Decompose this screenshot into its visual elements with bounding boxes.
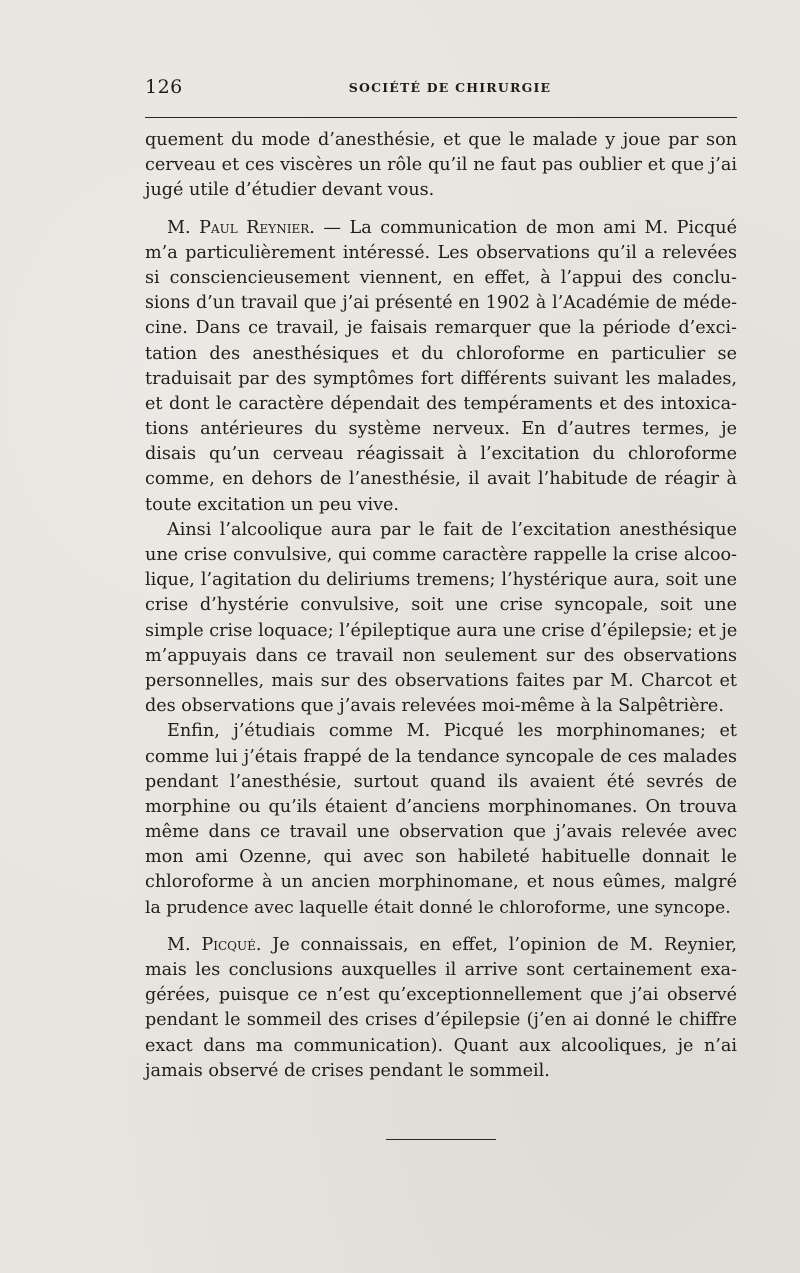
paragraph-reynier: [145, 216, 737, 518]
paragraph-morphinomanes: [145, 719, 737, 921]
text-line: crise d’hystérie convulsive, soit une crise syncopale, soit une: [145, 595, 737, 616]
text-line: cerveau et ces viscères un rôle qu’il ne faut pas oublier et que j’ai: [145, 155, 737, 176]
speaker-suffix: . — La communication de mon ami M. Picqué: [309, 217, 737, 238]
text-line: et dont le caractère dépendait des tempéraments et des intoxica-: [145, 393, 737, 414]
speaker-line: [145, 216, 737, 241]
text-line: sions d’un travail que j’ai présenté en 1902 à l’Académie de méde-: [145, 293, 737, 314]
text-line: traduisait par des symptômes fort différents suivant les malades,: [145, 368, 737, 389]
text-line: exact dans ma communication). Quant aux alcooliques, je n’ai: [145, 1035, 737, 1056]
speaker-name: Picqué: [201, 934, 256, 955]
body-text: [145, 128, 737, 1084]
text-line: si consciencieusement viennent, en effet, à l’appui des conclu-: [145, 267, 737, 288]
text-line: cine. Dans ce travail, je faisais remarquer que la période d’exci-: [145, 318, 737, 339]
text-line: quement du mode d’anesthésie, et que le malade y joue par son: [145, 130, 737, 150]
text-line: gérées, puisque ce n’est qu’exceptionnellement que j’ai observé: [145, 985, 737, 1006]
text-line: pendant l’anesthésie, surtout quand ils avaient été sevrés de: [145, 771, 737, 792]
speaker-prefix: M.: [167, 217, 200, 238]
text-line: même dans ce travail une observation que j’avais relevée avec: [145, 822, 737, 843]
speaker-line: [145, 933, 737, 958]
text-line: lique, l’agitation du deliriums tremens; l’hystérique aura, soit une: [145, 570, 737, 591]
text-line: toute excitation un peu vive.: [145, 494, 400, 515]
page-header: [145, 74, 737, 106]
paragraph-continuation: [145, 128, 737, 204]
header-rule: [145, 117, 737, 118]
speaker-name: Paul Reynier: [199, 217, 310, 238]
speaker-prefix: M.: [167, 934, 202, 955]
text-line: Enfin, j’étudiais comme M. Picqué les morphinomanes; et: [167, 721, 737, 742]
page-number: 126: [145, 76, 183, 98]
text-line: jugé utile d’étudier devant vous.: [145, 180, 435, 201]
running-head: SOCIÉTÉ DE CHIRURGIE: [348, 80, 552, 95]
text-line: simple crise loquace; l’épileptique aura une crise d’épilepsie; et je: [145, 620, 738, 641]
text-line: des observations que j’avais relevées moi-même à la Salpêtrière.: [145, 696, 724, 717]
text-line: pendant le sommeil des crises d’épilepsie (j’en ai donné le chiffre: [145, 1010, 737, 1031]
text-line: mais les conclusions auxquelles il arrive sont certainement exa-: [145, 960, 737, 980]
text-line: tions antérieures du système nerveux. En d’autres termes, je: [145, 419, 737, 440]
text-line: m’appuyais dans ce travail non seulement sur des observations: [145, 645, 737, 666]
text-line: m’a particulièrement intéressé. Les observations qu’il a relevées: [145, 242, 737, 263]
paragraph-picque: [145, 933, 737, 1084]
text-line: comme lui j’étais frappé de la tendance syncopale de ces malades: [145, 746, 737, 767]
text-line: personnelles, mais sur des observations faites par M. Charcot et: [145, 670, 737, 691]
text-line: la prudence avec laquelle était donné le chloroforme, une syncope.: [145, 897, 731, 918]
text-line: mon ami Ozenne, qui avec son habileté habituelle donnait le: [145, 847, 737, 868]
text-line: jamais observé de crises pendant le sommeil.: [145, 1060, 550, 1081]
text-line: tation des anesthésiques et du chloroforme en particulier se: [145, 343, 737, 364]
speaker-suffix: . Je connaissais, en effet, l’opinion de M. Reynier,: [255, 934, 738, 955]
text-line: disais qu’un cerveau réagissait à l’excitation du chloroforme: [145, 444, 737, 465]
text-line: une crise convulsive, qui comme caractère rappelle la crise alcoo-: [145, 545, 737, 565]
section-end-rule: [386, 1139, 496, 1140]
text-line: morphine ou qu’ils étaient d’anciens morphinomanes. On trouva: [145, 796, 737, 817]
text-line: chloroforme à un ancien morphinomane, et nous eûmes, malgré: [145, 872, 737, 893]
text-line: comme, en dehors de l’anesthésie, il avait l’habitude de réagir à: [145, 469, 737, 490]
paragraph-alcoolique: [145, 518, 737, 720]
text-line: Ainsi l’alcoolique aura par le fait de l’excitation anesthésique: [167, 519, 737, 540]
